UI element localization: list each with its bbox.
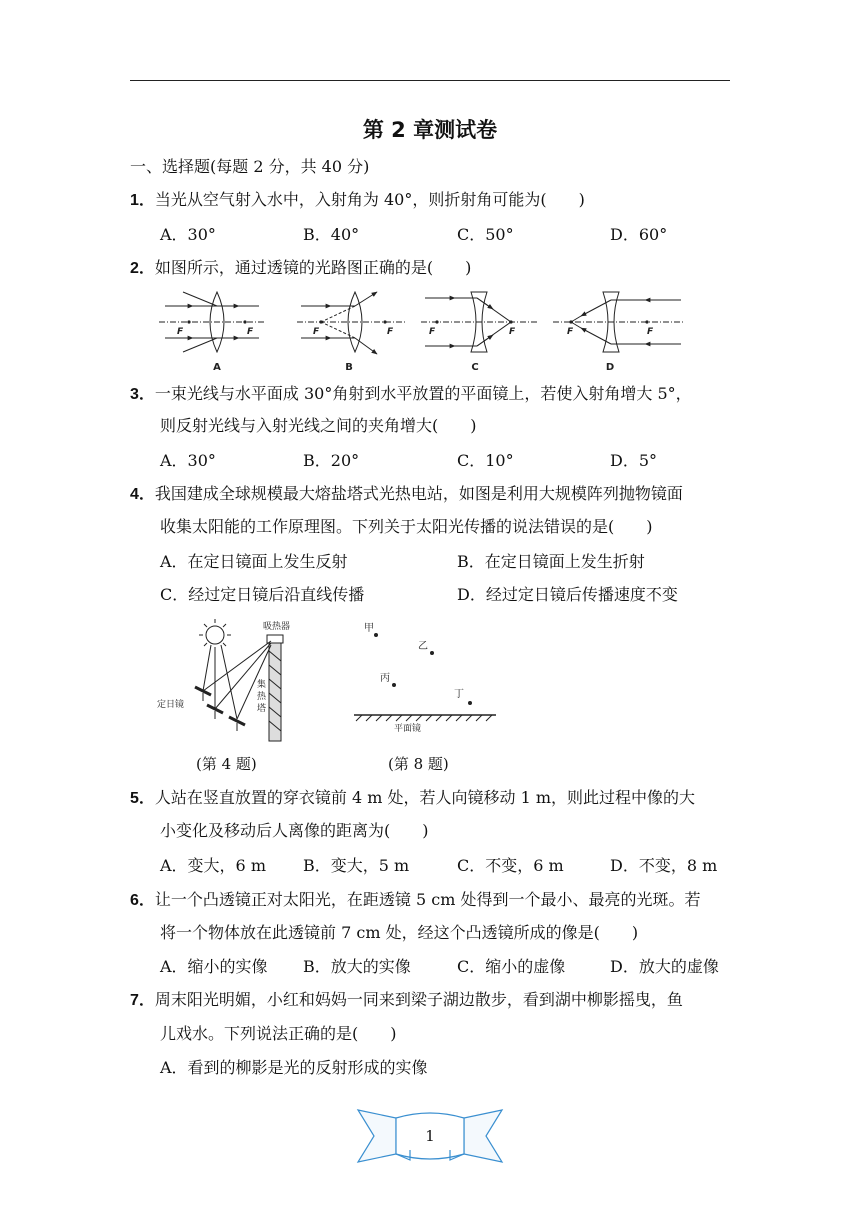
diagram-label-c: C	[471, 362, 479, 373]
plane-mirror-figure	[350, 615, 500, 740]
focus-label: F	[247, 327, 254, 337]
option-d: D．放大的虚像	[610, 957, 719, 976]
question-7	[130, 990, 683, 1011]
sun-icon	[199, 619, 231, 651]
question-number: 3．	[130, 386, 155, 403]
option-a: A．30°	[160, 451, 216, 470]
mirror-label: 平面镜	[394, 724, 422, 734]
question-text: 让一个凸透镜正对太阳光，在距透镜 5 cm 处得到一个最小、最亮的光斑。若	[154, 890, 701, 909]
point-label: 丙	[380, 673, 390, 684]
focus-label: F	[387, 327, 394, 337]
section-heading: 一、选择题(每题 2 分，共 40 分)	[130, 157, 370, 176]
question-text-continued: 小变化及移动后人离像的距离为( )	[160, 821, 429, 840]
focus-label: F	[429, 327, 436, 337]
tower-label: 热	[257, 692, 267, 702]
point-label: 甲	[364, 623, 374, 634]
heliostat-label: 定日镜	[157, 700, 185, 710]
option-c: C．不变，6 m	[457, 856, 564, 875]
focus-label: F	[313, 327, 320, 337]
option-a: A．在定日镜面上发生反射	[160, 552, 348, 571]
question-6	[130, 890, 700, 911]
lens-diagrams	[155, 284, 695, 376]
page-number: 1	[425, 1127, 435, 1145]
question-text-continued: 则反射光线与入射光线之间的夹角增大( )	[160, 416, 477, 435]
question-text: 如图所示，通过透镜的光路图正确的是( )	[154, 258, 472, 277]
question-text-continued: 收集太阳能的工作原理图。下列关于太阳光传播的说法错误的是( )	[160, 517, 653, 536]
option-a: A．看到的柳影是光的反射形成的实像	[160, 1058, 428, 1077]
option-b: B．在定日镜面上发生折射	[457, 552, 645, 571]
question-text-continued: 将一个物体放在此透镜前 7 cm 处，经这个凸透镜所成的像是( )	[160, 923, 639, 942]
question-number: 5．	[130, 790, 155, 807]
option-d: D．60°	[610, 225, 668, 244]
option-a: A．变大，6 m	[160, 856, 266, 875]
question-number: 7．	[130, 992, 155, 1009]
diagram-label-a: A	[213, 362, 221, 373]
option-c: C．10°	[457, 451, 514, 470]
tower-label: 集	[257, 680, 267, 690]
option-d: D．不变，8 m	[610, 856, 718, 875]
solar-tower-figure	[155, 615, 305, 745]
question-4	[130, 484, 683, 505]
option-b: B．变大，5 m	[303, 856, 410, 875]
option-a: A．30°	[160, 225, 216, 244]
option-c: C．50°	[457, 225, 514, 244]
focus-label: F	[567, 327, 574, 337]
tower-label: 塔	[257, 704, 267, 714]
question-text: 当光从空气射入水中，入射角为 40°，则折射角可能为( )	[154, 190, 585, 209]
question-text: 周末阳光明媚，小红和妈妈一同来到梁子湖边散步，看到湖中柳影摇曳，鱼	[154, 990, 683, 1009]
option-c: C．经过定日镜后沿直线传播	[160, 585, 365, 604]
question-2	[130, 258, 471, 279]
option-b: B．20°	[303, 451, 360, 470]
question-text: 一束光线与水平面成 30°角射到水平放置的平面镜上，若使入射角增大 5°，	[154, 384, 692, 403]
absorber-label: 吸热器	[263, 622, 291, 632]
question-number: 6．	[130, 892, 155, 909]
question-1	[130, 190, 585, 211]
page-title: 第 2 章测试卷	[362, 118, 498, 142]
option-d: D．5°	[610, 451, 658, 470]
option-c: C．缩小的虚像	[457, 957, 566, 976]
option-b: B．放大的实像	[303, 957, 411, 976]
option-b: B．40°	[303, 225, 360, 244]
question-text: 我国建成全球规模最大熔盐塔式光热电站，如图是利用大规模阵列抛物镜面	[154, 484, 683, 503]
diagram-label-b: B	[345, 362, 353, 373]
focus-label: F	[647, 327, 654, 337]
focus-label: F	[177, 327, 184, 337]
point-label: 乙	[418, 641, 428, 652]
question-number: 1．	[130, 192, 155, 209]
diagram-label-d: D	[605, 362, 615, 373]
question-number: 2．	[130, 260, 155, 277]
point-label: 丁	[454, 689, 464, 700]
question-number: 4．	[130, 486, 155, 503]
focus-label: F	[509, 327, 516, 337]
question-text: 人站在竖直放置的穿衣镜前 4 m 处，若人向镜移动 1 m，则此过程中像的大	[154, 788, 696, 807]
option-a: A．缩小的实像	[160, 957, 268, 976]
option-d: D．经过定日镜后传播速度不变	[457, 585, 678, 604]
figure-4-caption: (第 4 题)	[196, 755, 257, 773]
question-5	[130, 788, 695, 809]
question-3	[130, 384, 692, 405]
header-rule	[130, 80, 730, 81]
figure-8-caption: (第 8 题)	[388, 755, 449, 773]
question-text-continued: 儿戏水。下列说法正确的是( )	[160, 1024, 397, 1043]
